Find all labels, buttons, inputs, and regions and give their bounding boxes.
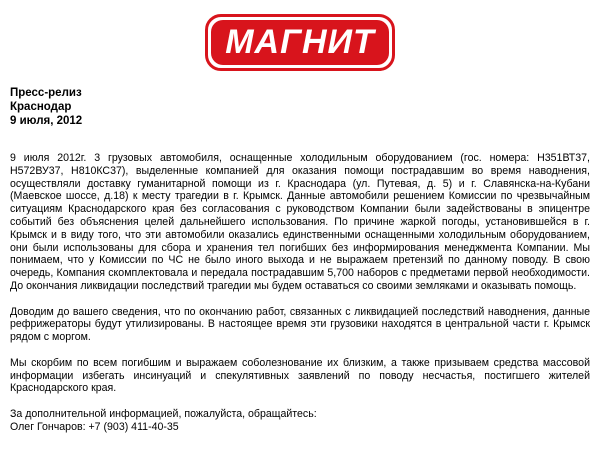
paragraph-condolences: Мы скорбим по всем погибшим и выражаем соболезнование их близким, а также призываем средства массовой информации избегать инсинуаций и спекулятивных заявлений по поводу несчастья, постигшего жителей Краснодарского края. bbox=[10, 356, 590, 395]
contact-person: Олег Гончаров: +7 (903) 411-40-35 bbox=[10, 420, 179, 433]
press-release-body bbox=[10, 152, 590, 434]
logo-container bbox=[0, 14, 600, 71]
contact-intro: За дополнительной информацией, пожалуйста, обращайтесь: bbox=[10, 407, 317, 420]
press-release-label: Пресс-релиз bbox=[10, 87, 82, 99]
date-label: 9 июля, 2012 bbox=[10, 115, 83, 127]
paragraph-incident: 9 июля 2012г. 3 грузовых автомобиля, оснащенные холодильным оборудованием (гос. номера: Н351ВТ37, Н572ВУ37, Н810КС37), выделенные компанией для оказания помощи пострадавшим во время наводнения, осуществляли доставку гуманитарной помощи из г. Краснодара (ул. Путевая, д. 5) и г. Славянска-на-Кубани (Маевское шоссе, д.18) к месту трагедии в г. Крымск. Данные автомобили решением Комиссии по чрезвычайным ситуациям Краснодарского края без согласования с руководством Компании были задействованы в эпицентре событий без объяснения целей дальнейшего использования. По причине жаркой погоды, установившейся в г. Крымск и в виду того, что эти автомобили оказались единственными оснащенными холодильным оборудованием, они были использованы для сбора и хранения тел погибших без информирования менеджмента Компании. Мы понимаем, что у Комиссии по ЧС не было иного выхода и не выражаем претензий по данному поводу. В свою очередь, Компания скомплектовала и передала пострадавшим 5,700 наборов с предметами первой необходимости. До окончания ликвидации последствий трагедии мы будем оставаться со своими земляками и оказывать помощь. bbox=[10, 152, 590, 292]
city-label: Краснодар bbox=[10, 101, 72, 113]
press-release-header bbox=[10, 86, 82, 128]
contact-block bbox=[10, 408, 590, 434]
logo-text: МАГНИТ bbox=[211, 20, 389, 65]
company-logo bbox=[205, 14, 395, 71]
paragraph-disposal: Доводим до вашего сведения, что по окончанию работ, связанных с ликвидацией последствий наводнения, данные рефрижераторы будут утилизированы. В настоящее время эти грузовики находятся в центральной части г. Крымск рядом с моргом. bbox=[10, 305, 590, 344]
